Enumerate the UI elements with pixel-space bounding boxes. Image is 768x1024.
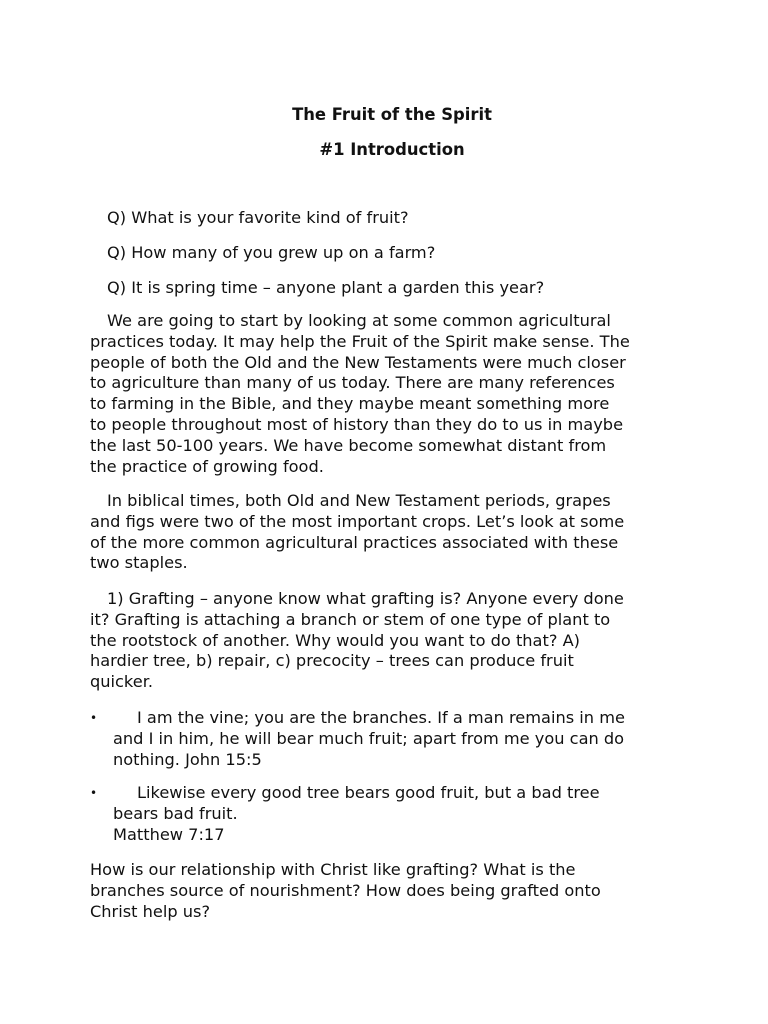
bullet-line: and I in him, he will bear much fruit; apart from me you can do	[113, 728, 625, 748]
paragraph-line: practices today. It may help the Fruit of the Spirit make sense. The	[90, 331, 630, 351]
paragraph-line: We are going to start by looking at some common agricultural	[107, 311, 611, 330]
bullet-dot-icon: •	[90, 711, 98, 725]
paragraph-grafting	[90, 589, 690, 693]
document-subtitle: #1 Introduction	[319, 140, 465, 159]
bullet-line: nothing. John 15:5	[113, 749, 262, 769]
paragraph-line: branches source of nourishment? How does being grafted onto	[90, 880, 601, 900]
paragraph-relationship-questions	[90, 860, 690, 922]
paragraph-line: two staples.	[90, 553, 188, 573]
paragraph-line: How is our relationship with Christ like grafting? What is the	[90, 860, 576, 879]
paragraph-agricultural-practices	[90, 311, 690, 477]
question-plant-garden: Q) It is spring time – anyone plant a garden this year?	[107, 278, 545, 297]
paragraph-line: of the more common agricultural practices associated with these	[90, 532, 619, 552]
paragraph-line: to farming in the Bible, and they maybe meant something more	[90, 394, 610, 414]
document-page	[90, 0, 690, 1024]
bullet-item-john-15-5	[90, 708, 690, 770]
paragraph-line: hardier tree, b) repair, c) precocity – trees can produce fruit	[90, 651, 574, 671]
paragraph-line: the rootstock of another. Why would you want to do that? A)	[90, 630, 580, 650]
question-favorite-fruit: Q) What is your favorite kind of fruit?	[107, 208, 409, 227]
question-grew-up-farm: Q) How many of you grew up on a farm?	[107, 243, 436, 262]
paragraph-line: people of both the Old and the New Testaments were much closer	[90, 352, 626, 372]
bullet-line: I am the vine; you are the branches. If a man remains in me	[137, 708, 625, 727]
bullet-dot-icon: •	[90, 786, 98, 800]
paragraph-line: the practice of growing food.	[90, 456, 324, 476]
paragraph-line: In biblical times, both Old and New Testament periods, grapes	[107, 491, 611, 510]
bullet-line: bears bad fruit.	[113, 803, 238, 823]
paragraph-biblical-times	[90, 491, 690, 574]
paragraph-line: quicker.	[90, 672, 154, 692]
paragraph-line: Christ help us?	[90, 901, 211, 921]
paragraph-line: the last 50-100 years. We have become somewhat distant from	[90, 435, 607, 455]
bullet-item-matthew-7-17	[90, 783, 690, 845]
bullet-line: Likewise every good tree bears good fruit, but a bad tree	[137, 783, 600, 802]
paragraph-line: it? Grafting is attaching a branch or stem of one type of plant to	[90, 609, 611, 629]
paragraph-line: to agriculture than many of us today. There are many references	[90, 373, 615, 393]
bullet-line: Matthew 7:17	[113, 824, 225, 844]
document-title: The Fruit of the Spirit	[292, 105, 492, 124]
paragraph-line: 1) Grafting – anyone know what grafting is? Anyone every done	[107, 589, 624, 608]
paragraph-line: and figs were two of the most important crops. Let’s look at some	[90, 511, 625, 531]
paragraph-line: to people throughout most of history than they do to us in maybe	[90, 414, 624, 434]
